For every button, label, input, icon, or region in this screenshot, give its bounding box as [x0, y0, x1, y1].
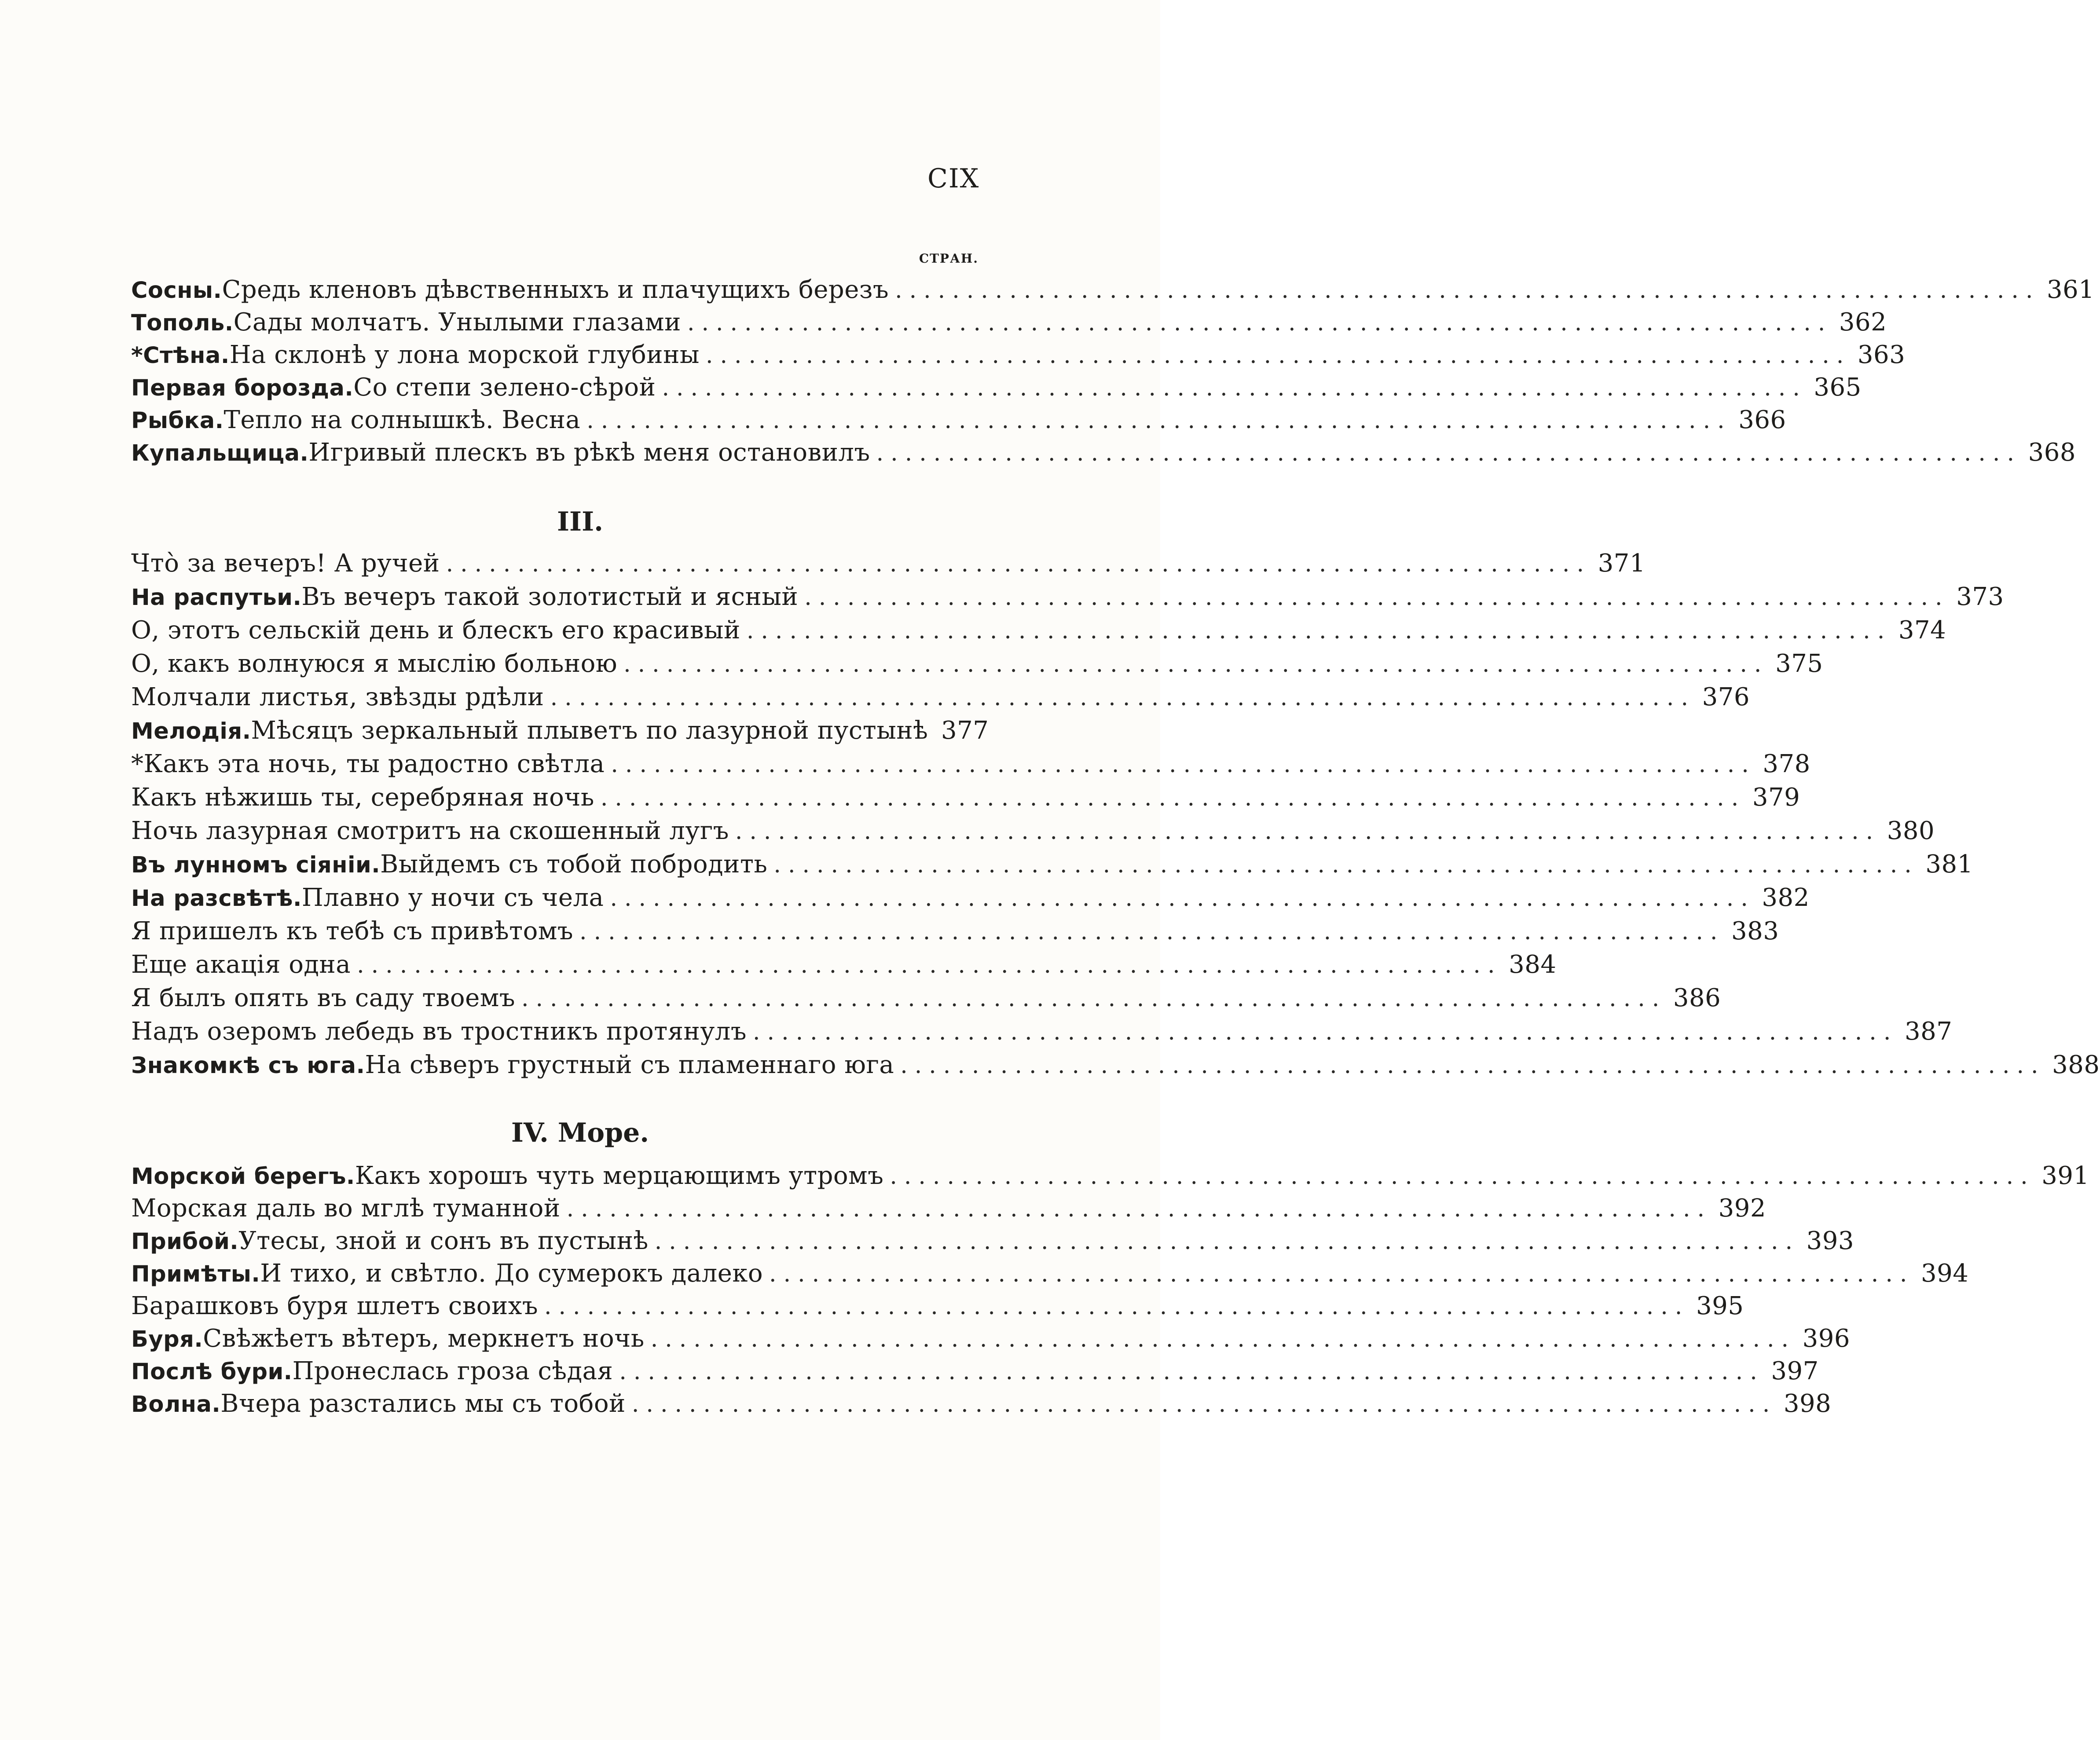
entry-title: Первая борозда.	[131, 375, 354, 401]
entry-page: 388	[2052, 1051, 2100, 1079]
entry-page: 387	[1904, 1017, 1953, 1046]
toc-entry	[131, 882, 1810, 914]
entry-page: 383	[1731, 917, 1779, 945]
entry-title: Морской берегъ.	[131, 1164, 355, 1190]
entry-title: Волна.	[131, 1392, 221, 1418]
entry-title: Послѣ бури.	[131, 1359, 293, 1385]
toc-entry	[131, 274, 2095, 306]
leader-dots: ................................................................................	[890, 1163, 2035, 1190]
toc-entry	[131, 581, 2004, 613]
entry-text: Надъ озеромъ лебедь въ тростникъ протянулъ	[131, 1017, 747, 1046]
entry-page: 384	[1509, 950, 1557, 979]
entry-page: 365	[1814, 373, 1862, 402]
entry-text: *Какъ эта ночь, ты радостно свѣтла	[131, 750, 605, 778]
entry-page: 374	[1898, 616, 1946, 645]
toc-entry	[131, 815, 1935, 847]
entry-page: 363	[1857, 341, 1906, 369]
leader-dots: ................................................................................	[623, 651, 1769, 678]
leader-dots: ................................................................................	[611, 751, 1756, 778]
section-heading-iii: III.	[557, 506, 604, 537]
entry-title: На разсвѣтѣ.	[131, 886, 302, 912]
toc-entry	[131, 614, 1946, 647]
entry-text: Выйдемъ съ тобой побродить	[380, 850, 768, 879]
entry-page: 382	[1762, 883, 1810, 912]
toc-entry	[131, 1257, 1969, 1290]
entry-text: Какъ хорошъ чуть мерцающимъ утромъ	[355, 1161, 884, 1190]
toc-entry	[131, 1355, 1819, 1388]
entry-text: Въ вечеръ такой золотистый и ясный	[301, 582, 799, 611]
section-heading-iv: IV. Море.	[511, 1117, 649, 1148]
toc-entry	[131, 1388, 1832, 1420]
leader-dots: ................................................................................	[746, 618, 1892, 644]
entry-page: 378	[1763, 750, 1810, 778]
toc-entry	[131, 306, 1887, 339]
entry-title: Сосны.	[131, 278, 222, 304]
entry-text: Я былъ опять въ саду твоемъ	[131, 984, 515, 1012]
toc-entry	[131, 404, 1786, 436]
entry-page: 368	[2028, 438, 2076, 467]
toc-entry	[131, 748, 1810, 780]
entry-title: Знакомкѣ съ юга.	[131, 1053, 365, 1079]
leader-dots: ................................................................................	[900, 1052, 2045, 1079]
entry-page: 377	[941, 716, 989, 745]
leader-dots: ................................................................................	[654, 1228, 1800, 1255]
entry-text: Пронеслась гроза сѣдая	[292, 1357, 613, 1385]
entry-title: *Стѣна.	[131, 343, 230, 369]
leader-dots: ................................................................................	[773, 852, 1919, 878]
entry-text: Со степи зелено-сѣрой	[353, 373, 656, 402]
leader-dots: ................................................................................	[566, 1196, 1712, 1222]
leader-dots: ................................................................................	[769, 1261, 1914, 1287]
leader-dots: ................................................................................	[705, 342, 1851, 369]
toc-entry	[131, 547, 1646, 580]
entry-title: Примѣты.	[131, 1261, 260, 1287]
leader-dots: ................................................................................	[650, 1326, 1796, 1352]
leader-dots: ................................................................................	[357, 952, 1502, 978]
page-column-label: СТРАН.	[919, 251, 979, 266]
entry-text: Игривый плескъ въ рѣкѣ меня остановилъ	[308, 438, 870, 467]
entry-title: Рыбка.	[131, 408, 224, 434]
entry-page: 379	[1752, 783, 1800, 812]
entry-text: И тихо, и свѣтло. До сумерокъ далеко	[260, 1259, 763, 1288]
entry-text: Вчера разстались мы съ тобой	[220, 1389, 626, 1418]
toc-entry	[131, 371, 1862, 404]
entry-page: 386	[1673, 984, 1721, 1012]
entry-title: На распутьи.	[131, 585, 302, 611]
toc-entry	[131, 949, 1557, 981]
toc-entry	[131, 982, 1721, 1015]
leader-dots: ................................................................................	[631, 1391, 1777, 1418]
entry-text: Средь кленовъ дѣвственныхъ и плачущихъ березъ	[222, 275, 889, 304]
entry-page: 361	[2047, 275, 2095, 304]
toc-entry	[131, 1290, 1744, 1322]
entry-text: Молчали листья, звѣзды рдѣли	[131, 683, 544, 711]
toc-entry	[131, 848, 1973, 881]
entry-text: Сады молчатъ. Унылыми глазами	[233, 308, 681, 337]
toc-entry	[131, 1192, 1766, 1225]
toc-entry	[131, 681, 1750, 714]
entry-text: Что̀ за вечеръ! А ручей	[131, 549, 440, 578]
entry-title: Тополь.	[131, 310, 234, 336]
leader-dots: ................................................................................	[586, 407, 1732, 434]
entry-page: 366	[1738, 406, 1786, 434]
leader-dots: ................................................................................	[600, 785, 1746, 811]
entry-text: Какъ нѣжишь ты, серебряная ночь	[131, 783, 594, 812]
toc-entry	[131, 1225, 1854, 1257]
entry-page: 371	[1598, 549, 1646, 578]
leader-dots: ................................................................................	[687, 310, 1832, 336]
toc-entry	[131, 1160, 2089, 1192]
leader-dots: ................................................................................	[446, 551, 1591, 577]
entry-page: 380	[1887, 817, 1935, 845]
entry-text: Морская даль во мглѣ туманной	[131, 1194, 561, 1223]
toc-entry	[131, 1322, 1851, 1355]
entry-text: Я пришелъ къ тебѣ съ привѣтомъ	[131, 917, 574, 945]
leader-dots: ................................................................................	[610, 885, 1755, 912]
leader-dots: ................................................................................	[876, 440, 2021, 466]
entry-text: Ночь лазурная смотритъ на скошенный лугъ	[131, 817, 729, 845]
entry-text: Еще акація одна	[131, 950, 351, 979]
entry-text: На склонѣ у лона морской глубины	[229, 341, 700, 369]
entry-text: На сѣверъ грустный съ пламеннаго юга	[365, 1051, 894, 1079]
entry-page: 392	[1718, 1194, 1766, 1223]
entry-page: 396	[1802, 1324, 1851, 1353]
entry-page: 394	[1921, 1259, 1969, 1288]
entry-text: Тепло на солнышкѣ. Весна	[224, 406, 581, 434]
leader-dots: ................................................................................	[619, 1359, 1764, 1385]
entry-text: Свѣжѣетъ вѣтеръ, меркнетъ ночь	[203, 1324, 645, 1353]
entry-page: 395	[1696, 1292, 1744, 1320]
leader-dots: ................................................................................	[550, 685, 1695, 711]
toc-entry	[131, 436, 2076, 469]
entry-text: Мѣсяцъ зеркальный плыветъ по лазурной пустынѣ	[251, 716, 928, 745]
entry-text: Барашковъ буря шлетъ своихъ	[131, 1292, 538, 1320]
toc-entry	[131, 648, 1823, 680]
entry-title: Въ лунномъ сіяніи.	[131, 852, 381, 878]
entry-text: О, какъ волнуюся я мыслію больною	[131, 649, 618, 678]
entry-page: 397	[1771, 1357, 1819, 1385]
leader-dots: ................................................................................	[544, 1293, 1690, 1320]
leader-dots: ................................................................................	[662, 375, 1807, 401]
leader-dots: ................................................................................	[521, 985, 1667, 1012]
page-number: CIX	[927, 163, 980, 194]
leader-dots: ................................................................................	[753, 1019, 1898, 1045]
leader-dots: ................................................................................	[579, 919, 1725, 945]
entry-page: 393	[1806, 1227, 1854, 1255]
toc-entry	[131, 781, 1800, 814]
entry-title: Купальщица.	[131, 440, 309, 466]
toc-entry	[131, 339, 1906, 371]
entry-page: 362	[1839, 308, 1887, 337]
entry-page: 373	[1956, 582, 2004, 611]
toc-entry	[131, 1049, 2100, 1081]
entry-page: 376	[1702, 683, 1750, 711]
entry-title: Буря.	[131, 1326, 203, 1352]
entry-page: 381	[1925, 850, 1973, 879]
entry-page: 398	[1783, 1389, 1832, 1418]
entry-text: О, этотъ сельскій день и блескъ его красивый	[131, 616, 740, 645]
leader-dots: ................................................................................	[804, 584, 1950, 611]
entry-title: Прибой.	[131, 1229, 239, 1255]
toc-entry	[131, 1015, 1953, 1048]
entry-page: 375	[1775, 649, 1823, 678]
toc-entry	[131, 714, 989, 747]
entry-page: 391	[2041, 1161, 2089, 1190]
leader-dots: ................................................................................	[895, 277, 2040, 304]
leader-dots: ................................................................................	[735, 818, 1880, 845]
entry-text: Утесы, зной и сонъ въ пустынѣ	[238, 1227, 649, 1255]
entry-title: Мелодія.	[131, 718, 251, 744]
entry-text: Плавно у ночи съ чела	[301, 883, 604, 912]
toc-entry	[131, 915, 1779, 948]
